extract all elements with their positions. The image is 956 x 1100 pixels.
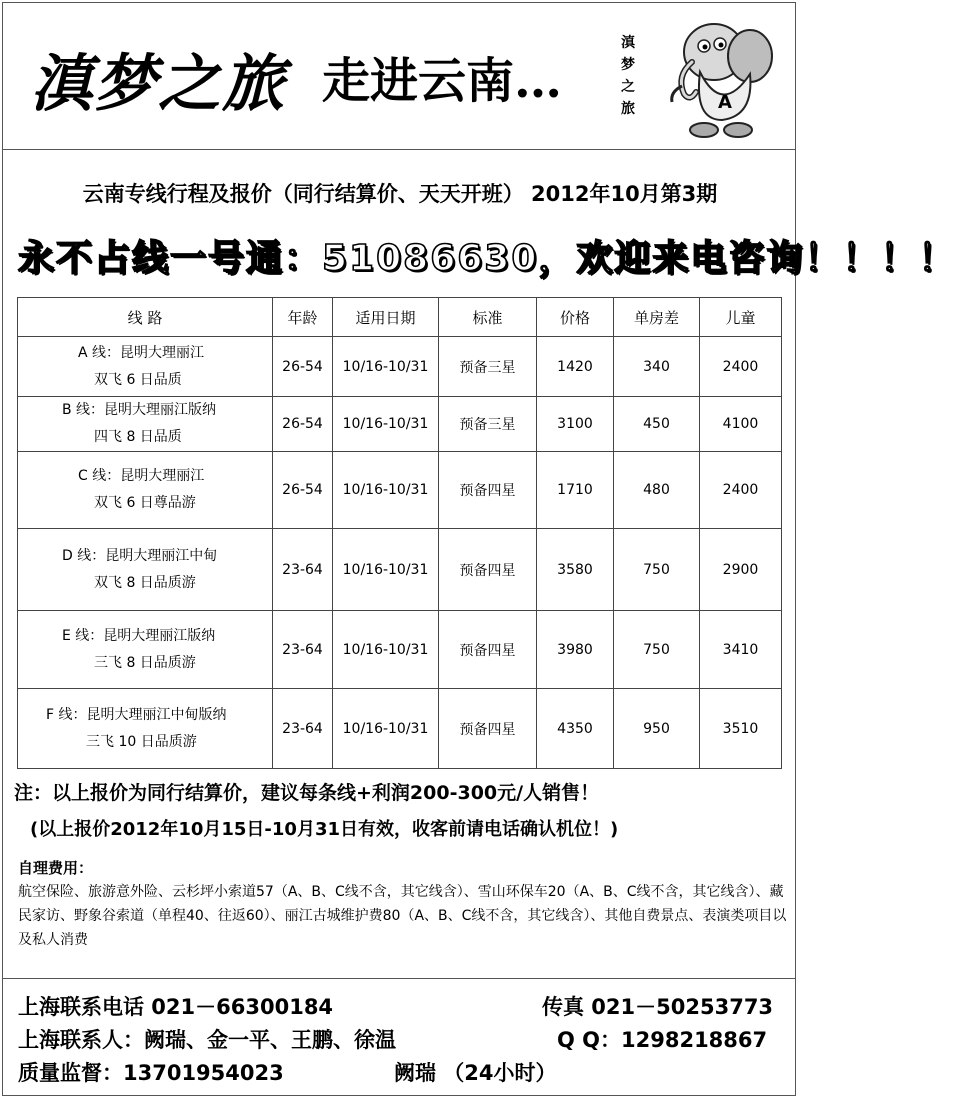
date-cell: 10/16-10/31 — [333, 397, 439, 452]
price-cell: 1420 — [537, 337, 614, 397]
route-name: F 线：昆明大理丽江中甸版纳 — [46, 706, 227, 723]
price-table — [17, 297, 782, 769]
age-cell: 23-64 — [273, 689, 333, 769]
elephant-mascot-icon — [662, 16, 780, 146]
price-cell: 1710 — [537, 452, 614, 529]
age-cell: 23-64 — [273, 529, 333, 611]
child-cell: 3510 — [700, 689, 782, 769]
single-cell: 340 — [614, 337, 700, 397]
table-row — [18, 689, 782, 769]
self-pay-text: 航空保险、旅游意外险、云杉坪小索道57（A、B、C线不含，其它线含）、雪山环保车20（A、B、C线不含，其它线含）、藏民家访、野象谷索道（单程40、往返60）、丽江古城维护费80（A、B、C线不含，其它线含）、其他自费景点、表演类项目以及私人消费 — [18, 884, 787, 948]
route-detail: 双飞 6 日品质 — [94, 371, 182, 388]
date-cell: 10/16-10/31 — [333, 689, 439, 769]
single-cell: 480 — [614, 452, 700, 529]
header-single-supplement: 单房差 — [614, 298, 700, 337]
table-row — [18, 452, 782, 529]
self-pay-label: 自理费用： — [18, 859, 94, 877]
standard-cell: 预备四星 — [439, 452, 537, 529]
route-name: B 线：昆明大理丽江版纳 — [62, 402, 217, 418]
table-row — [18, 611, 782, 689]
age-cell: 26-54 — [273, 452, 333, 529]
single-cell: 750 — [614, 611, 700, 689]
price-cell: 4350 — [537, 689, 614, 769]
vertical-char: 滇 — [621, 35, 635, 51]
child-cell: 2900 — [700, 529, 782, 611]
child-cell: 4100 — [700, 397, 782, 452]
header-price: 价格 — [537, 298, 614, 337]
route-name: C 线：昆明大理丽江 — [78, 468, 205, 484]
child-cell: 3410 — [700, 611, 782, 689]
vertical-char: 旅 — [621, 101, 635, 117]
header-route: 线 路 — [18, 298, 273, 337]
age-cell: 26-54 — [273, 337, 333, 397]
validity-note: (以上报价2012年10月15日-10月31日有效，收客前请电话确认机位！) — [30, 819, 619, 840]
single-cell: 450 — [614, 397, 700, 452]
route-name: E 线：昆明大理丽江版纳 — [62, 627, 216, 644]
route-cell — [18, 529, 273, 611]
route-cell — [18, 689, 273, 769]
route-cell — [18, 452, 273, 529]
price-cell: 3580 — [537, 529, 614, 611]
route-cell — [18, 611, 273, 689]
date-cell: 10/16-10/31 — [333, 337, 439, 397]
qq-number: Q Q：1298218867 — [557, 1028, 768, 1052]
single-cell: 750 — [614, 529, 700, 611]
child-cell: 2400 — [700, 337, 782, 397]
header-child: 儿童 — [700, 298, 782, 337]
vertical-char: 梦 — [621, 57, 635, 73]
table-row — [18, 397, 782, 452]
standard-cell: 预备四星 — [439, 689, 537, 769]
price-note: 注：以上报价为同行结算价，建议每条线+利润200-300元/人销售！ — [14, 782, 600, 804]
date-cell: 10/16-10/31 — [333, 611, 439, 689]
fax-number: 传真 021－50253773 — [542, 995, 774, 1019]
table-row — [18, 529, 782, 611]
vertical-brand — [618, 32, 638, 120]
supervisor-name: 阙瑞 （24小时） — [394, 1061, 557, 1085]
slogan: 走进云南… — [322, 53, 563, 109]
header-standard: 标准 — [439, 298, 537, 337]
mascot-letter: A — [718, 92, 732, 113]
route-cell — [18, 397, 273, 452]
date-cell: 10/16-10/31 — [333, 452, 439, 529]
page-title: 云南专线行程及报价（同行结算价、天天开班） 2012年10月第3期 — [82, 182, 718, 206]
brand-title: 滇梦之旅 — [30, 47, 287, 120]
vertical-char: 之 — [621, 79, 635, 95]
table-header-row — [18, 298, 782, 337]
date-cell: 10/16-10/31 — [333, 529, 439, 611]
route-name: D 线：昆明大理丽江中甸 — [62, 547, 218, 564]
standard-cell: 预备三星 — [439, 337, 537, 397]
route-detail: 双飞 6 日尊品游 — [94, 495, 196, 511]
route-name: A 线：昆明大理丽江 — [78, 344, 205, 361]
table-row — [18, 337, 782, 397]
quality-supervision: 质量监督：13701954023 — [18, 1061, 284, 1085]
self-pay-section — [18, 856, 788, 952]
standard-cell: 预备四星 — [439, 611, 537, 689]
child-cell: 2400 — [700, 452, 782, 529]
single-cell: 950 — [614, 689, 700, 769]
footer — [2, 978, 796, 1096]
standard-cell: 预备三星 — [439, 397, 537, 452]
route-detail: 双飞 8 日品质游 — [94, 574, 196, 591]
header-age: 年龄 — [273, 298, 333, 337]
age-cell: 23-64 — [273, 611, 333, 689]
contact-persons: 上海联系人：阙瑞、金一平、王鹏、徐温 — [18, 1028, 396, 1052]
header — [2, 2, 796, 150]
hotline-banner: 永不占线一号通：51086630，欢迎来电咨询！！！！ — [18, 238, 956, 279]
header-date: 适用日期 — [333, 298, 439, 337]
route-detail: 三飞 10 日品质游 — [86, 733, 197, 750]
route-detail: 四飞 8 日品质 — [94, 429, 182, 445]
route-detail: 三飞 8 日品质游 — [94, 654, 196, 671]
price-cell: 3100 — [537, 397, 614, 452]
route-cell — [18, 337, 273, 397]
price-cell: 3980 — [537, 611, 614, 689]
age-cell: 26-54 — [273, 397, 333, 452]
shanghai-phone: 上海联系电话 021－66300184 — [18, 995, 334, 1019]
standard-cell: 预备四星 — [439, 529, 537, 611]
